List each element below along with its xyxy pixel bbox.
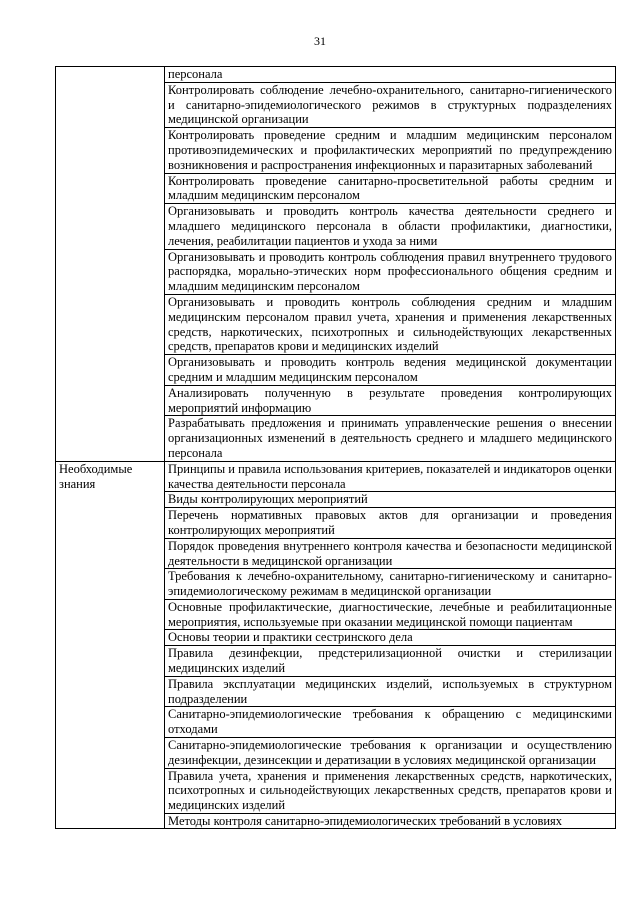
requirement-item: Санитарно-эпидемиологические требования к организации и осуществлению дезинфекции, дезинсекции и дератизации в условиях медицинской организации — [165, 738, 616, 769]
section-label — [56, 67, 165, 462]
requirement-item: Правила эксплуатации медицинских изделий, используемых в структурном подразделении — [165, 676, 616, 707]
requirement-item: персонала — [165, 67, 616, 83]
requirement-item: Организовывать и проводить контроль ведения медицинской документации средним и младшим медицинским персоналом — [165, 355, 616, 386]
requirement-item: Перечень нормативных правовых актов для организации и проведения контролирующих мероприятий — [165, 508, 616, 539]
table-row — [56, 67, 616, 83]
requirement-item: Основы теории и практики сестринского дела — [165, 630, 616, 646]
requirements-table-body — [56, 67, 616, 829]
requirement-item-text: Методы контроля санитарно-эпидемиологических требований в условиях — [168, 814, 563, 829]
requirement-item: Порядок проведения внутреннего контроля качества и безопасности медицинской деятельности в медицинской организации — [165, 538, 616, 569]
requirement-item: Санитарно-эпидемиологические требования к обращению с медицинскими отходами — [165, 707, 616, 738]
requirements-table — [55, 66, 616, 829]
requirement-item: Основные профилактические, диагностические, лечебные и реабилитационные мероприятия, используемые при оказании медицинской помощи пациентам — [165, 599, 616, 630]
requirement-item: Требования к лечебно-охранительному, санитарно-гигиеническому и санитарно-эпидемиологическому режимам в медицинской организации — [165, 569, 616, 600]
requirement-item: Организовывать и проводить контроль соблюдения средним и младшим медицинским персоналом правил учета, хранения и применения лекарственных средств, наркотических, психотропных и сильнодействующих лекарственных средств, препаратов крови и медицинских изделий — [165, 294, 616, 354]
requirement-item: Контролировать соблюдение лечебно-охранительного, санитарно-гигиенического и санитарно-эпидемиологического режимов в структурных подразделениях медицинской организации — [165, 82, 616, 127]
requirement-item: Организовывать и проводить контроль соблюдения правил внутреннего трудового распорядка, морально-этических норм профессионального общения средним и младшим медицинским персоналом — [165, 249, 616, 294]
requirement-item: Контролировать проведение санитарно-просветительной работы средним и младшим медицинским персоналом — [165, 173, 616, 204]
requirement-item: Контролировать проведение средним и младшим медицинским персоналом противоэпидемических и профилактических мероприятий по предупреждению возникновения и распространения инфекционных и паразитарных заболеваний — [165, 128, 616, 173]
requirement-item: Принципы и правила использования критериев, показателей и индикаторов оценки качества деятельности персонала — [165, 461, 616, 492]
table-row — [56, 461, 616, 492]
requirement-item: Разрабатывать предложения и принимать управленческие решения о внесении организационных изменений в деятельность среднего и младшего медицинского персонала — [165, 416, 616, 461]
requirement-item: Правила дезинфекции, предстерилизационной очистки и стерилизации медицинских изделий — [165, 646, 616, 677]
section-label: Необходимые знания — [56, 461, 165, 828]
page-number: 31 — [314, 34, 326, 48]
requirement-item — [165, 814, 616, 829]
requirement-item: Виды контролирующих мероприятий — [165, 492, 616, 508]
requirement-item: Организовывать и проводить контроль качества деятельности среднего и младшего медицинского персонала в области профилактики, диагностики, лечения, реабилитации пациентов и ухода за ними — [165, 204, 616, 249]
requirement-item: Правила учета, хранения и применения лекарственных средств, наркотических, психотропных и сильнодействующих лекарственных средств, препаратов крови и медицинских изделий — [165, 768, 616, 813]
requirement-item: Анализировать полученную в результате проведения контролирующих мероприятий информацию — [165, 385, 616, 416]
